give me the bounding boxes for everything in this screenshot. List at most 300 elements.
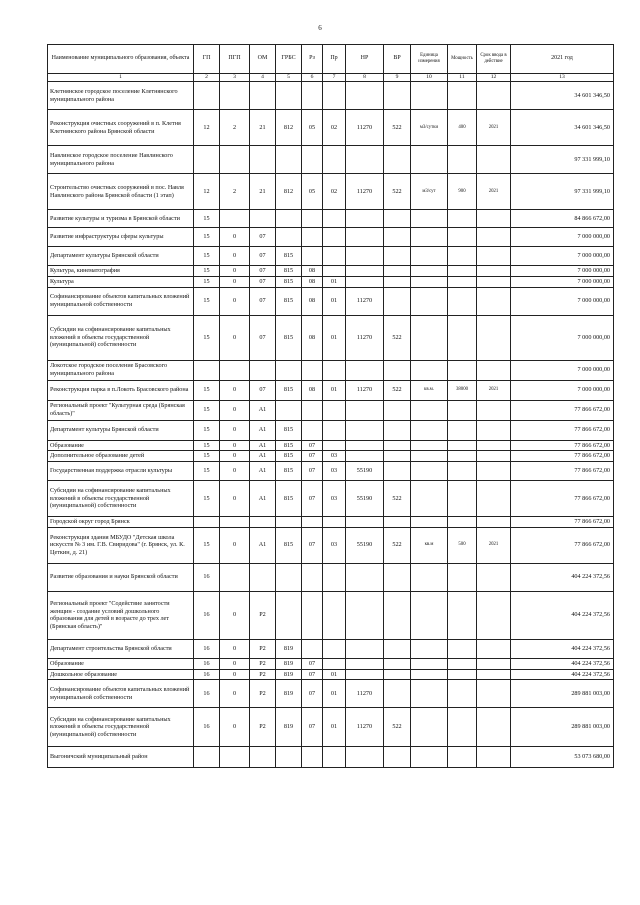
cell-date [477, 146, 511, 174]
cell-unit [411, 591, 448, 639]
cell-rz [302, 210, 323, 228]
cell-nr [346, 210, 384, 228]
cell-sum: 77 866 672,00 [511, 481, 614, 517]
cell-grbs: 819 [276, 669, 302, 680]
cell-vr [384, 360, 411, 380]
cell-grbs: 815 [276, 481, 302, 517]
cell-gp: 16 [194, 591, 220, 639]
cell-unit [411, 82, 448, 110]
cell-cap: 400 [448, 110, 477, 146]
cell-nr: 11270 [346, 680, 384, 708]
cell-pgp: 0 [220, 287, 250, 315]
cell-pgp: 0 [220, 247, 250, 266]
cell-om: 07 [250, 276, 276, 287]
cell-cap [448, 228, 477, 247]
cell-pr [323, 639, 346, 658]
cell-cap [448, 563, 477, 591]
cell-date [477, 658, 511, 669]
cell-vr [384, 517, 411, 528]
cell-nr [346, 276, 384, 287]
table-row [48, 451, 614, 462]
cell-grbs: 815 [276, 247, 302, 266]
cell-pr [323, 420, 346, 440]
cell-date [477, 747, 511, 768]
cell-cap [448, 360, 477, 380]
cell-rz: 05 [302, 174, 323, 210]
header-grbs: ГРБС [276, 45, 302, 74]
cell-date [477, 563, 511, 591]
cell-pgp: 0 [220, 266, 250, 277]
cell-om [250, 210, 276, 228]
cell-name: Клетнянское городское поселение Клетнянского муниципального района [48, 82, 194, 110]
column-number: 9 [384, 74, 411, 82]
cell-rz: 07 [302, 481, 323, 517]
cell-pgp: 0 [220, 440, 250, 451]
cell-vr [384, 440, 411, 451]
cell-om: 21 [250, 174, 276, 210]
cell-rz: 08 [302, 380, 323, 400]
cell-vr [384, 82, 411, 110]
cell-cap [448, 276, 477, 287]
cell-pgp: 0 [220, 481, 250, 517]
cell-sum: 53 073 680,00 [511, 747, 614, 768]
table-row [48, 527, 614, 563]
cell-grbs: 815 [276, 440, 302, 451]
cell-nr: 11270 [346, 287, 384, 315]
cell-nr [346, 451, 384, 462]
cell-grbs: 815 [276, 380, 302, 400]
cell-date [477, 708, 511, 747]
cell-cap [448, 680, 477, 708]
cell-vr [384, 266, 411, 277]
cell-name: Дошкольное образование [48, 669, 194, 680]
cell-vr [384, 247, 411, 266]
cell-pgp: 0 [220, 276, 250, 287]
cell-sum: 77 866 672,00 [511, 440, 614, 451]
cell-date [477, 669, 511, 680]
cell-pr [323, 228, 346, 247]
cell-rz [302, 247, 323, 266]
cell-om: A1 [250, 451, 276, 462]
cell-name: Субсидии на софинансирование капитальных вложений в объекты государственной (муниципальной) собственности [48, 708, 194, 747]
cell-sum: 7 000 000,00 [511, 287, 614, 315]
cell-vr: 522 [384, 380, 411, 400]
cell-pr: 01 [323, 680, 346, 708]
cell-nr [346, 247, 384, 266]
cell-grbs: 815 [276, 276, 302, 287]
cell-pr [323, 658, 346, 669]
cell-date [477, 400, 511, 420]
cell-vr [384, 210, 411, 228]
cell-gp: 15 [194, 266, 220, 277]
cell-gp: 15 [194, 440, 220, 451]
cell-cap [448, 287, 477, 315]
cell-nr [346, 266, 384, 277]
cell-name: Образование [48, 658, 194, 669]
cell-grbs [276, 146, 302, 174]
cell-date [477, 639, 511, 658]
cell-sum: 97 331 999,10 [511, 146, 614, 174]
cell-om [250, 563, 276, 591]
cell-gp [194, 360, 220, 380]
cell-om: P2 [250, 708, 276, 747]
cell-rz: 07 [302, 658, 323, 669]
cell-nr: 11270 [346, 708, 384, 747]
header-unit: Единица измерения [411, 45, 448, 74]
cell-nr [346, 591, 384, 639]
cell-name: Субсидии на софинансирование капитальных вложений в объекты государственной (муниципальной) собственности [48, 481, 194, 517]
column-number: 10 [411, 74, 448, 82]
cell-date [477, 462, 511, 481]
cell-name: Локотское городское поселение Брасовского муниципального района [48, 360, 194, 380]
cell-date [477, 440, 511, 451]
cell-vr [384, 747, 411, 768]
header-pgp: ПГП [220, 45, 250, 74]
cell-rz [302, 400, 323, 420]
cell-cap [448, 658, 477, 669]
cell-grbs: 819 [276, 658, 302, 669]
cell-gp: 15 [194, 400, 220, 420]
cell-om: 07 [250, 380, 276, 400]
cell-pgp: 0 [220, 462, 250, 481]
cell-name: Развитие инфраструктуры сферы культуры [48, 228, 194, 247]
cell-vr [384, 658, 411, 669]
cell-unit [411, 451, 448, 462]
cell-pgp: 2 [220, 110, 250, 146]
cell-rz [302, 517, 323, 528]
cell-grbs: 815 [276, 266, 302, 277]
cell-date [477, 228, 511, 247]
cell-om: A1 [250, 440, 276, 451]
cell-name: Департамент культуры Брянской области [48, 247, 194, 266]
cell-cap [448, 400, 477, 420]
cell-gp: 15 [194, 276, 220, 287]
table-row [48, 276, 614, 287]
cell-nr [346, 669, 384, 680]
column-number: 6 [302, 74, 323, 82]
cell-grbs [276, 82, 302, 110]
table-row [48, 380, 614, 400]
cell-vr [384, 462, 411, 481]
cell-pgp: 0 [220, 315, 250, 360]
cell-sum: 7 000 000,00 [511, 247, 614, 266]
cell-gp: 15 [194, 451, 220, 462]
cell-sum: 7 000 000,00 [511, 228, 614, 247]
cell-nr [346, 146, 384, 174]
table-row [48, 563, 614, 591]
cell-gp: 12 [194, 110, 220, 146]
cell-cap: 500 [448, 527, 477, 563]
header-nr: НР [346, 45, 384, 74]
cell-rz: 07 [302, 462, 323, 481]
header-capacity: Мощность [448, 45, 477, 74]
cell-om: 07 [250, 315, 276, 360]
cell-pr [323, 82, 346, 110]
cell-unit [411, 708, 448, 747]
cell-nr: 11270 [346, 315, 384, 360]
cell-name: Строительство очистных сооружений в пос. Навля Навлинского района Брянской области (1 этап) [48, 174, 194, 210]
cell-om: P2 [250, 680, 276, 708]
cell-name: Навлинское городское поселение Навлинского муниципального района [48, 146, 194, 174]
cell-rz [302, 639, 323, 658]
cell-name: Развитие образования и науки Брянской области [48, 563, 194, 591]
cell-date [477, 680, 511, 708]
column-number: 1 [48, 74, 194, 82]
cell-grbs: 815 [276, 451, 302, 462]
cell-gp: 15 [194, 527, 220, 563]
cell-date [477, 276, 511, 287]
cell-vr: 522 [384, 315, 411, 360]
cell-name: Развитие культуры и туризма в Брянской области [48, 210, 194, 228]
header-om: ОМ [250, 45, 276, 74]
cell-unit [411, 266, 448, 277]
table-row [48, 747, 614, 768]
cell-name: Субсидии на софинансирование капитальных вложений в объекты государственной (муниципальной) собственности [48, 315, 194, 360]
cell-pr: 01 [323, 287, 346, 315]
cell-pr [323, 266, 346, 277]
cell-vr [384, 563, 411, 591]
cell-pr [323, 247, 346, 266]
cell-sum: 404 224 372,56 [511, 669, 614, 680]
cell-nr [346, 658, 384, 669]
cell-gp: 16 [194, 708, 220, 747]
cell-rz: 08 [302, 266, 323, 277]
cell-pr [323, 517, 346, 528]
cell-nr [346, 360, 384, 380]
cell-date [477, 591, 511, 639]
column-number: 12 [477, 74, 511, 82]
cell-sum: 77 866 672,00 [511, 527, 614, 563]
cell-unit [411, 747, 448, 768]
cell-grbs: 819 [276, 639, 302, 658]
cell-sum: 77 866 672,00 [511, 451, 614, 462]
cell-gp: 15 [194, 380, 220, 400]
table-row [48, 462, 614, 481]
cell-date: 2021 [477, 174, 511, 210]
header-year: 2021 год [511, 45, 614, 74]
cell-rz [302, 228, 323, 247]
cell-gp [194, 517, 220, 528]
cell-rz: 08 [302, 276, 323, 287]
cell-cap: 900 [448, 174, 477, 210]
cell-sum: 7 000 000,00 [511, 276, 614, 287]
cell-cap [448, 451, 477, 462]
cell-pgp: 0 [220, 527, 250, 563]
cell-pgp [220, 563, 250, 591]
cell-pgp: 0 [220, 420, 250, 440]
cell-vr: 522 [384, 527, 411, 563]
cell-pr: 03 [323, 481, 346, 517]
table-row [48, 440, 614, 451]
cell-gp: 15 [194, 462, 220, 481]
cell-name: Софинансирование объектов капитальных вложений муниципальной собственности [48, 287, 194, 315]
cell-om: P2 [250, 591, 276, 639]
cell-om: A1 [250, 462, 276, 481]
cell-cap [448, 639, 477, 658]
cell-rz [302, 563, 323, 591]
cell-unit [411, 680, 448, 708]
cell-name: Реконструкция здания МБУДО "Детская школа искусств № 3 им. Г.В. Свиридова" (г. Брянск, ул. К. Цеткин, д. 21) [48, 527, 194, 563]
cell-gp: 16 [194, 669, 220, 680]
cell-unit [411, 146, 448, 174]
cell-pr: 02 [323, 110, 346, 146]
cell-pr [323, 360, 346, 380]
cell-vr: 522 [384, 110, 411, 146]
cell-gp: 15 [194, 287, 220, 315]
cell-sum: 34 601 346,50 [511, 110, 614, 146]
header-rz: Рз [302, 45, 323, 74]
cell-nr: 55190 [346, 462, 384, 481]
table-row [48, 266, 614, 277]
cell-date: 2021 [477, 110, 511, 146]
cell-grbs: 812 [276, 110, 302, 146]
cell-grbs: 815 [276, 420, 302, 440]
cell-om [250, 82, 276, 110]
cell-pr [323, 563, 346, 591]
cell-rz [302, 82, 323, 110]
cell-om: P2 [250, 639, 276, 658]
cell-unit: м3/сутки [411, 110, 448, 146]
cell-unit [411, 420, 448, 440]
cell-date [477, 517, 511, 528]
cell-om: A1 [250, 481, 276, 517]
header-pr: Пр [323, 45, 346, 74]
cell-name: Региональный проект "Культурная среда (Брянская область)" [48, 400, 194, 420]
cell-unit [411, 210, 448, 228]
cell-sum: 77 866 672,00 [511, 400, 614, 420]
cell-name: Городской округ город Брянск [48, 517, 194, 528]
cell-rz [302, 146, 323, 174]
cell-cap [448, 82, 477, 110]
cell-om [250, 747, 276, 768]
cell-vr [384, 639, 411, 658]
cell-pgp: 2 [220, 174, 250, 210]
cell-date [477, 210, 511, 228]
cell-name: Образование [48, 440, 194, 451]
cell-vr: 522 [384, 174, 411, 210]
cell-grbs [276, 360, 302, 380]
cell-name: Региональный проект "Содействие занятости женщин - создание условий дошкольного образования для детей в возрасте до трех лет (Брянская область)" [48, 591, 194, 639]
cell-cap [448, 420, 477, 440]
cell-name: Государственная поддержка отрасли культуры [48, 462, 194, 481]
column-number: 7 [323, 74, 346, 82]
cell-om: A1 [250, 527, 276, 563]
header-vr: ВР [384, 45, 411, 74]
cell-unit [411, 462, 448, 481]
cell-pr: 02 [323, 174, 346, 210]
cell-pgp [220, 146, 250, 174]
cell-cap [448, 315, 477, 360]
cell-pgp: 0 [220, 658, 250, 669]
cell-pr: 01 [323, 708, 346, 747]
table-row [48, 210, 614, 228]
cell-name: Департамент культуры Брянской области [48, 420, 194, 440]
cell-om: P2 [250, 669, 276, 680]
cell-sum: 289 881 003,00 [511, 708, 614, 747]
cell-vr [384, 276, 411, 287]
cell-grbs [276, 563, 302, 591]
cell-date: 2021 [477, 380, 511, 400]
cell-grbs: 815 [276, 315, 302, 360]
cell-gp: 15 [194, 420, 220, 440]
cell-sum: 7 000 000,00 [511, 315, 614, 360]
table-row [48, 146, 614, 174]
cell-nr: 55190 [346, 527, 384, 563]
cell-rz: 07 [302, 669, 323, 680]
cell-sum: 404 224 372,56 [511, 639, 614, 658]
cell-gp [194, 146, 220, 174]
cell-sum: 404 224 372,56 [511, 563, 614, 591]
cell-date [477, 315, 511, 360]
cell-cap [448, 669, 477, 680]
cell-pgp: 0 [220, 451, 250, 462]
cell-pr [323, 591, 346, 639]
cell-cap [448, 266, 477, 277]
cell-unit [411, 658, 448, 669]
cell-cap [448, 462, 477, 481]
cell-rz: 07 [302, 708, 323, 747]
cell-date [477, 481, 511, 517]
cell-nr: 11270 [346, 110, 384, 146]
cell-grbs [276, 517, 302, 528]
cell-sum: 7 000 000,00 [511, 360, 614, 380]
cell-date [477, 247, 511, 266]
cell-gp: 15 [194, 481, 220, 517]
cell-unit: м3/сут [411, 174, 448, 210]
table-row [48, 420, 614, 440]
cell-pgp: 0 [220, 228, 250, 247]
cell-grbs [276, 400, 302, 420]
cell-gp [194, 82, 220, 110]
cell-name: Реконструкция очистных сооружений в п. Клетня Клетнянского района Брянской области [48, 110, 194, 146]
table-row [48, 360, 614, 380]
cell-pr: 03 [323, 462, 346, 481]
table-row [48, 287, 614, 315]
cell-gp: 15 [194, 228, 220, 247]
table-row [48, 110, 614, 146]
header-deadline: Срок ввода в действие [477, 45, 511, 74]
cell-pr: 01 [323, 276, 346, 287]
cell-pgp [220, 360, 250, 380]
table-row [48, 82, 614, 110]
cell-vr [384, 228, 411, 247]
cell-name: Выгоничский муниципальный район [48, 747, 194, 768]
cell-unit [411, 276, 448, 287]
cell-cap [448, 146, 477, 174]
cell-nr [346, 82, 384, 110]
cell-unit [411, 669, 448, 680]
cell-pr [323, 146, 346, 174]
cell-pgp [220, 210, 250, 228]
cell-sum: 289 881 003,00 [511, 680, 614, 708]
cell-name: Дополнительное образование детей [48, 451, 194, 462]
table-row [48, 228, 614, 247]
table-row [48, 400, 614, 420]
page-number: 6 [318, 24, 322, 32]
cell-unit [411, 247, 448, 266]
table-row [48, 708, 614, 747]
cell-pr [323, 440, 346, 451]
cell-rz: 07 [302, 451, 323, 462]
cell-date [477, 287, 511, 315]
cell-sum: 7 000 000,00 [511, 266, 614, 277]
cell-unit [411, 287, 448, 315]
cell-name: Департамент строительства Брянской области [48, 639, 194, 658]
table-row [48, 639, 614, 658]
cell-rz: 07 [302, 527, 323, 563]
cell-grbs: 815 [276, 287, 302, 315]
cell-gp: 16 [194, 639, 220, 658]
